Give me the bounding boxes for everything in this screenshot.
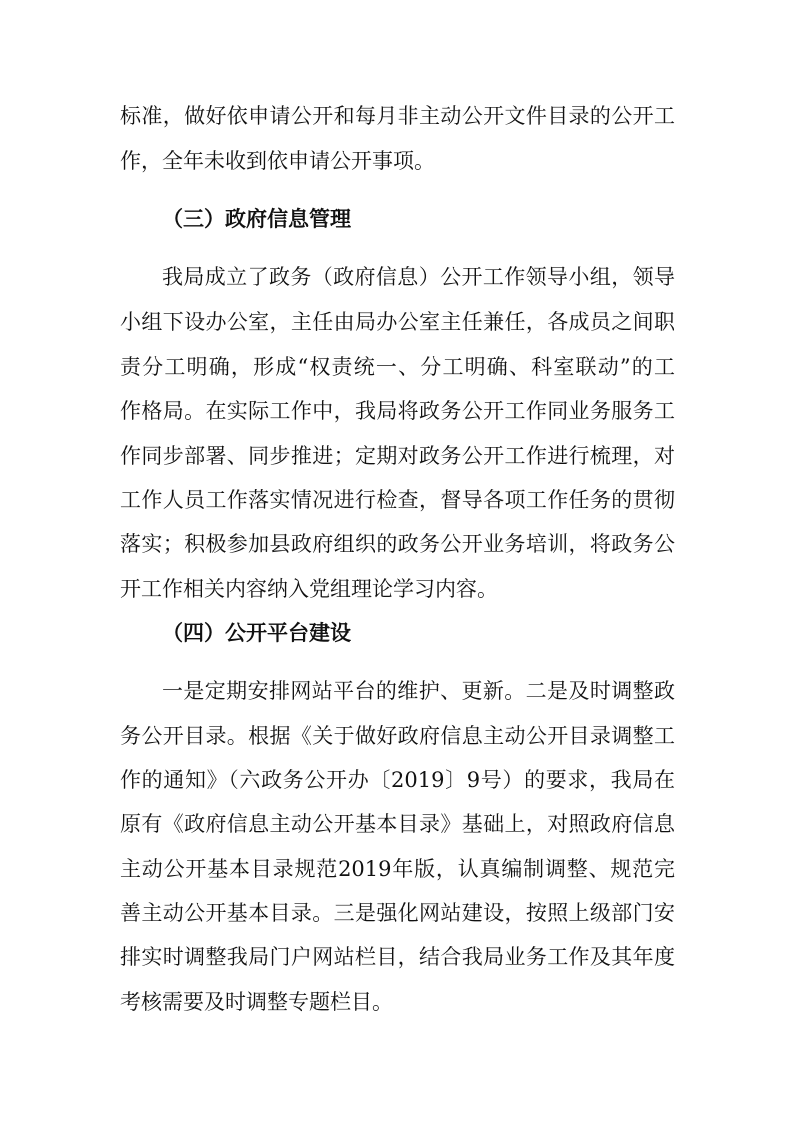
paragraph-2-line-8: 开工作相关内容纳入党组理论学习内容。 [120, 577, 498, 601]
paragraph-2-line-7: 落实；积极参加县政府组织的政务公开业务培训，将政务公 [120, 532, 675, 556]
paragraph-3-line-8: 考核需要及时调整专题栏目。 [120, 990, 393, 1014]
paragraph-3-line-1: 一是定期安排网站平台的维护、更新。二是及时调整政 [162, 679, 675, 703]
section-heading-4: （四）公开平台建设 [162, 621, 351, 645]
paragraph-2-line-2: 小组下设办公室，主任由局办公室主任兼任，各成员之间职 [120, 310, 675, 334]
paragraph-1-line-2: 作，全年未收到依申请公开事项。 [120, 149, 435, 173]
paragraph-3-line-7: 排实时调整我局门户网站栏目，结合我局业务工作及其年度 [120, 945, 675, 969]
paragraph-2-line-3: 责分工明确，形成“权责统一、分工明确、科室联动”的工 [120, 355, 675, 379]
paragraph-2-line-6: 工作人员工作落实情况进行检查，督导各项工作任务的贯彻 [120, 488, 675, 512]
paragraph-2-line-5: 作同步部署、同步推进；定期对政务公开工作进行梳理，对 [120, 444, 675, 468]
paragraph-2-line-1: 我局成立了政务（政府信息）公开工作领导小组，领导 [162, 265, 675, 289]
paragraph-1-line-1: 标准，做好依申请公开和每月非主动公开文件目录的公开工 [120, 104, 675, 128]
paragraph-3-line-3: 作的通知》（六政务公开办〔2019〕9号）的要求，我局在 [120, 768, 675, 792]
paragraph-3-line-4: 原有《政府信息主动公开基本目录》基础上，对照政府信息 [120, 812, 675, 836]
paragraph-2-line-4: 作格局。在实际工作中，我局将政务公开工作同业务服务工 [120, 399, 675, 423]
section-heading-3: （三）政府信息管理 [162, 207, 351, 231]
paragraph-3-line-5: 主动公开基本目录规范2019年版，认真编制调整、规范完 [120, 857, 675, 881]
paragraph-3-line-6: 善主动公开基本目录。三是强化网站建设，按照上级部门安 [120, 901, 675, 925]
paragraph-3-line-2: 务公开目录。根据《关于做好政府信息主动公开目录调整工 [120, 724, 675, 748]
